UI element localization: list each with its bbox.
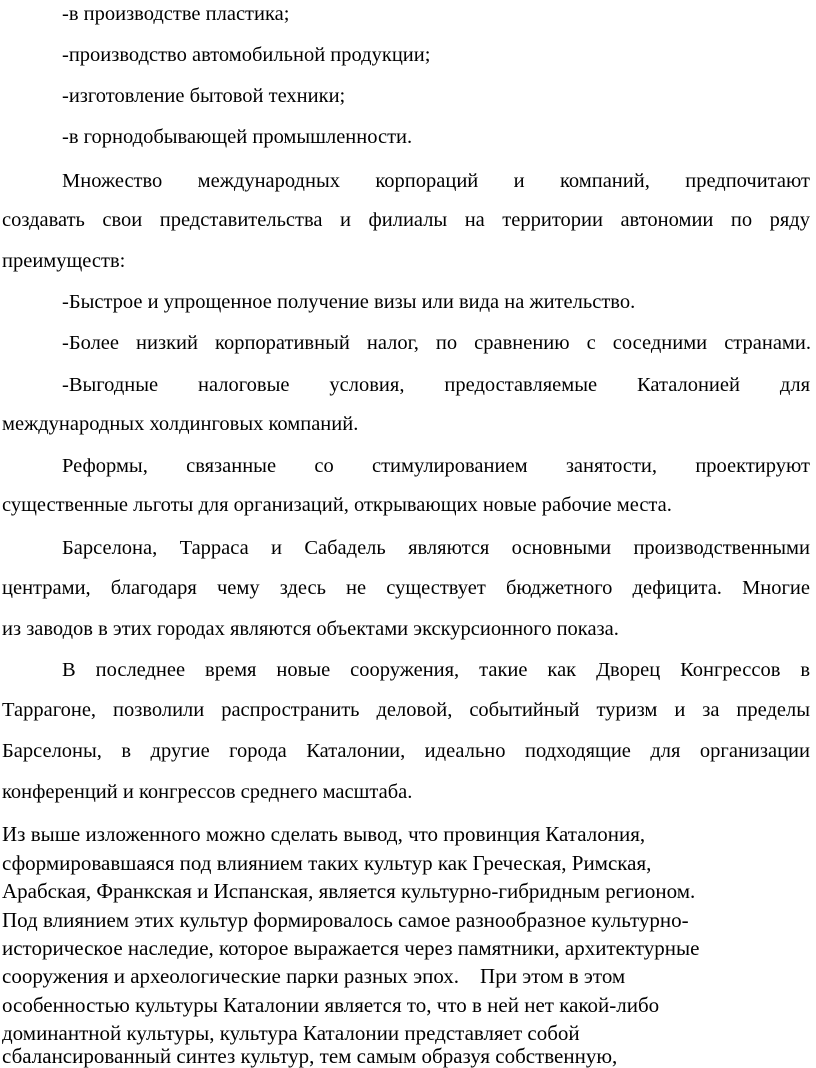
text-line: Таррагоне, позволили распространить деловой, событийный туризм и за пределы (2, 699, 810, 721)
text-line: -Выгодные налоговые условия, предоставляемые Каталонией для (62, 374, 810, 396)
text-line: Барселона, Тарраса и Сабадель являются основными производственными (62, 537, 810, 559)
text-line: Барселоны, в другие города Каталонии, идеально подходящие для организации (2, 740, 810, 762)
summary-line: Из выше изложенного можно сделать вывод, что провинция Каталония, (2, 822, 646, 846)
summary-line: историческое наследие, которое выражается через памятники, архитектурные (2, 936, 700, 960)
text-line: международных холдинговых компаний. (2, 413, 359, 435)
text-line: -Более низкий корпоративный налог, по сравнению с соседними странами. (62, 332, 811, 354)
text-line: -в горнодобывающей промышленности. (62, 126, 413, 148)
text-line: Реформы, связанные со стимулированием занятости, проектируют (62, 455, 810, 477)
text-line: -в производстве пластика; (62, 3, 290, 25)
summary-line: сооружения и археологические парки разных эпох. При этом в этом (2, 964, 626, 988)
text-line: Множество международных корпораций и компаний, предпочитают (62, 170, 810, 192)
text-line: центрами, благодаря чему здесь не существует бюджетного дефицита. Многие (2, 577, 810, 599)
text-line: -Быстрое и упрощенное получение визы или вида на жительство. (62, 291, 636, 313)
summary-line: Арабская, Франкская и Испанская, является культурно-гибридным регионом. (2, 879, 696, 903)
text-line: преимуществ: (2, 250, 126, 272)
text-line: -производство автомобильной продукции; (62, 44, 431, 66)
summary-line: Под влиянием этих культур формировалось самое разнообразное культурно- (2, 908, 689, 932)
text-line: -изготовление бытовой техники; (62, 85, 346, 107)
summary-line: особенностью культуры Каталонии является то, что в ней нет какой-либо (2, 993, 660, 1017)
text-line: создавать свои представительства и филиалы на территории автономии по ряду (2, 209, 810, 231)
text-line: существенные льготы для организаций, открывающих новые рабочие места. (2, 494, 672, 516)
summary-line: сформировавшаяся под влиянием таких культур как Греческая, Римская, (2, 851, 652, 875)
text-line: В последнее время новые сооружения, такие как Дворец Конгрессов в (62, 659, 810, 681)
summary-line: доминантной культуры, культура Каталонии представляет собой (2, 1021, 580, 1045)
text-line: конференций и конгрессов среднего масштаба. (2, 781, 413, 803)
summary-line: сбалансированный синтез культур, тем самым образуя собственную, (2, 1044, 618, 1068)
text-line: из заводов в этих городах являются объектами экскурсионного показа. (2, 618, 619, 640)
